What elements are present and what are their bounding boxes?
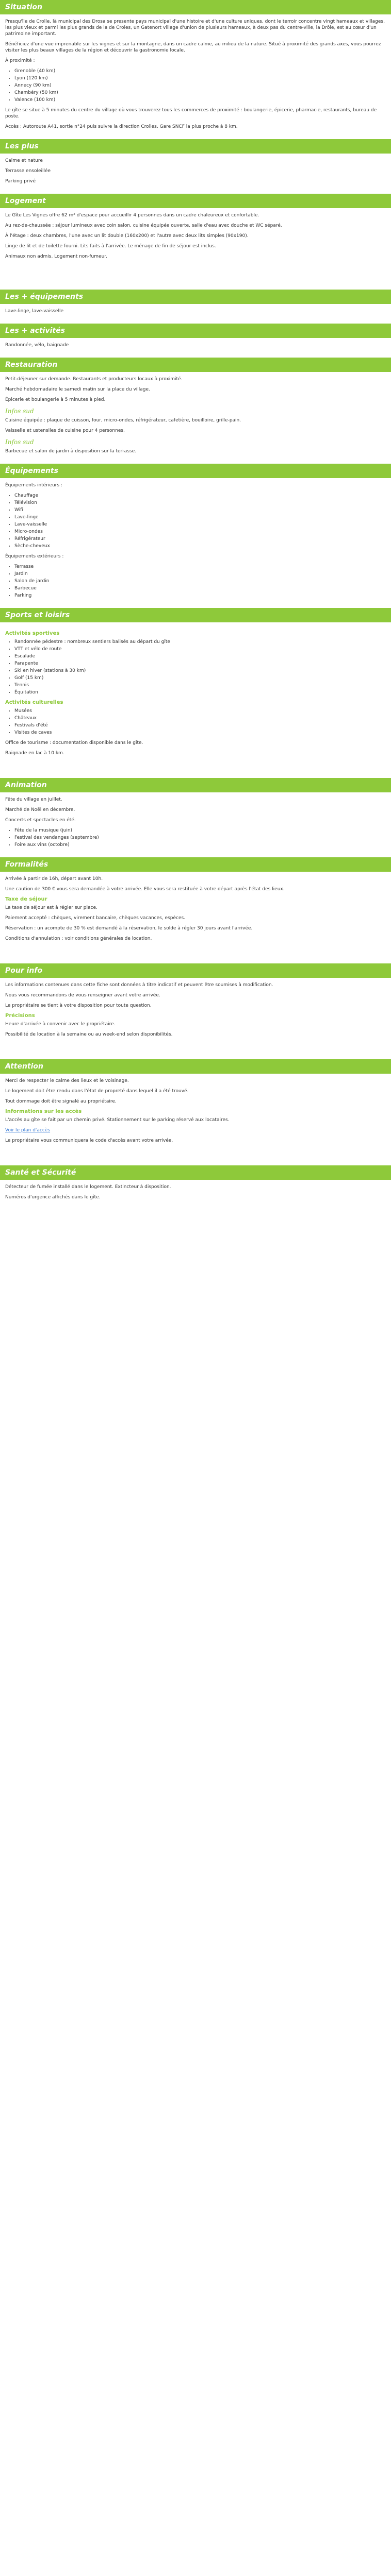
paragraph: À proximité : — [5, 58, 35, 63]
section-title-attention: Attention — [0, 1059, 391, 1074]
paragraph: Presqu'île de Crolle, là municipal des Drosa se presente pays municipal d'une histoire et d'une culture uniques, dont le terroir concentre vingt hameaux et villages, les plus vieux et parmi les plus grands de la de Croles, un Gatenort village d'union de plusieurs hameaux, à deux pas du centre-ville, la Drôle, est au cœur d'un patrimoine important. — [5, 19, 385, 37]
subheading: Taxe de séjour — [5, 896, 47, 902]
list-item: • Lave-vaisselle — [14, 521, 386, 528]
subheading: Infos sud — [5, 438, 34, 446]
subheading: Informations sur les accès — [5, 1109, 82, 1114]
section-title-formalites: Formalités — [0, 857, 391, 872]
list-item: • Terrasse — [14, 564, 386, 570]
culture-list — [5, 708, 386, 736]
list-item: Terrasse ensoleillée — [5, 168, 51, 174]
section-body-restauration — [0, 372, 391, 464]
list-item: Parking privé — [5, 179, 36, 184]
subheading: Activités sportives — [5, 631, 60, 636]
section-body-formalites — [0, 872, 391, 963]
paragraph: Au rez-de-chaussée : séjour lumineux avec coin salon, cuisine équipée ouverte, salle d'eau avec douche et WC séparé. — [5, 223, 282, 228]
paragraph: Baignade en lac à 10 km. — [5, 751, 64, 756]
section-body-equipements — [0, 304, 391, 324]
paragraph: Accès : Autoroute A41, sortie n°24 puis suivre la direction Crolles. Gare SNCF la plus proche à 8 km. — [5, 124, 238, 129]
sports-list — [5, 639, 386, 696]
paragraph: Fête du village en juillet. — [5, 797, 62, 802]
section-title-situation: Situation — [0, 0, 391, 14]
paragraph: Le propriétaire se tient à votre disposition pour toute question. — [5, 1003, 152, 1008]
paragraph: Concerts et spectacles en été. — [5, 818, 76, 823]
list-item: Calme et nature — [5, 158, 43, 163]
section-body-plus — [0, 154, 391, 194]
section-body-pourinfo — [0, 978, 391, 1059]
paragraph: Le logement doit être rendu dans l'état de propreté dans lequel il a été trouvé. — [5, 1089, 189, 1094]
list-item: • Visites de caves — [14, 730, 386, 736]
access-map-link[interactable]: Voir le plan d'accès — [5, 1128, 51, 1133]
paragraph: Petit-déjeuner sur demande. Restaurants et producteurs locaux à proximité. — [5, 377, 183, 382]
section-title-pourinfo: Pour info — [0, 963, 391, 978]
paragraph: Randonnée, vélo, baignade — [5, 343, 69, 348]
paragraph: Marché de Noël en décembre. — [5, 807, 75, 812]
paragraph: Heure d'arrivée à convenir avec le propriétaire. — [5, 1022, 116, 1027]
section-body-attention — [0, 1074, 391, 1165]
indoor-equipment-list — [5, 493, 386, 549]
paragraph: L'accès au gîte se fait par un chemin privé. Stationnement sur le parking réservé aux locataires. — [5, 1117, 230, 1123]
section-title-restauration: Restauration — [0, 358, 391, 372]
paragraph: Les informations contenues dans cette fiche sont données à titre indicatif et peuvent être soumises à modification. — [5, 982, 273, 988]
list-item: • Golf (15 km) — [14, 675, 386, 681]
section-body-equipements-detail — [0, 478, 391, 608]
list-item: • Salon de jardin — [14, 578, 386, 584]
list-item: • Parapente — [14, 660, 386, 667]
paragraph: Office de tourisme : documentation disponible dans le gîte. — [5, 740, 143, 745]
list-item: • Réfrigérateur — [14, 536, 386, 542]
list-item: • Sèche-cheveux — [14, 543, 386, 549]
paragraph: Réservation : un acompte de 30 % est demandé à la réservation, le solde à régler 30 jours avant l'arrivée. — [5, 926, 253, 931]
section-body-activites — [0, 338, 391, 358]
list-item: • Festival des vendanges (septembre) — [14, 835, 386, 841]
list-item: • Chauffage — [14, 493, 386, 499]
paragraph: Tout dommage doit être signalé au propriétaire. — [5, 1099, 117, 1104]
list-item: • Fête de la musique (juin) — [14, 827, 386, 834]
subheading: Infos sud — [5, 408, 34, 415]
paragraph: Détecteur de fumée installé dans le logement. Extincteur à disposition. — [5, 1184, 171, 1190]
paragraph: Nous vous recommandons de vous renseigner avant votre arrivée. — [5, 993, 160, 998]
events-list — [5, 827, 386, 848]
paragraph: À l'étage : deux chambres, l'une avec un lit double (160x200) et l'autre avec deux lits simples (90x190). — [5, 233, 249, 239]
section-title-activites: Les + activités — [0, 324, 391, 338]
subheading: Activités culturelles — [5, 700, 63, 705]
paragraph: Le Gîte Les Vignes offre 62 m² d'espace pour accueillir 4 personnes dans un cadre chaleureux et confortable. — [5, 213, 259, 218]
paragraph: Équipements extérieurs : — [5, 554, 64, 559]
list-item: • Foire aux vins (octobre) — [14, 842, 386, 848]
section-title-sante: Santé et Sécurité — [0, 1165, 391, 1180]
section-body-sports — [0, 622, 391, 778]
list-item: • Jardin — [14, 571, 386, 577]
list-item: • Festivals d'été — [14, 722, 386, 728]
list-item: • Télévision — [14, 500, 386, 506]
subheading: Précisions — [5, 1013, 35, 1019]
paragraph: Barbecue et salon de jardin à disposition sur la terrasse. — [5, 449, 137, 454]
paragraph: Bénéficiez d'une vue imprenable sur les vignes et sur la montagne, dans un cadre calme, au milieu de la nature. Situé à proximité des grands axes, vous pourrez visiter les plus beaux villages de la région et découvrir la gastronomie locale. — [5, 42, 381, 53]
paragraph: Le gîte se situe à 5 minutes du centre du village où vous trouverez tous les commerces de proximité : boulangerie, épicerie, pharmacie, restaurants, bureau de poste. — [5, 108, 377, 119]
section-title-logement: Logement — [0, 194, 391, 208]
list-item: • Valence (100 km) — [14, 97, 386, 103]
list-item: • Barbecue — [14, 585, 386, 591]
paragraph: Équipements intérieurs : — [5, 483, 62, 488]
nearby-list — [5, 68, 386, 103]
section-body-situation — [0, 14, 391, 139]
page — [0, 0, 391, 1210]
paragraph: Épicerie et boulangerie à 5 minutes à pied. — [5, 397, 106, 402]
section-body-sante — [0, 1180, 391, 1210]
paragraph: Arrivée à partir de 16h, départ avant 10h. — [5, 876, 103, 882]
section-body-animation — [0, 792, 391, 857]
paragraph: Merci de respecter le calme des lieux et le voisinage. — [5, 1078, 129, 1083]
paragraph: Animaux non admis. Logement non-fumeur. — [5, 254, 108, 259]
list-item: • Lyon (120 km) — [14, 75, 386, 81]
section-body-logement — [0, 208, 391, 290]
paragraph: Vaisselle et ustensiles de cuisine pour 4 personnes. — [5, 428, 125, 433]
list-item: • Lave-linge — [14, 514, 386, 520]
paragraph: Une caution de 300 € vous sera demandée à votre arrivée. Elle vous sera restituée à votre départ après l'état des lieux. — [5, 887, 285, 892]
list-item: • Châteaux — [14, 715, 386, 721]
paragraph: Le propriétaire vous communiquera le code d'accès avant votre arrivée. — [5, 1138, 173, 1143]
paragraph: Marché hebdomadaire le samedi matin sur la place du village. — [5, 387, 150, 392]
section-title-equipements-detail: Équipements — [0, 464, 391, 478]
paragraph: La taxe de séjour est à régler sur place. — [5, 905, 97, 910]
section-title-animation: Animation — [0, 778, 391, 792]
list-item: • Grenoble (40 km) — [14, 68, 386, 74]
list-item: • Tennis — [14, 682, 386, 688]
list-item: • Équitation — [14, 689, 386, 696]
list-item: • Escalade — [14, 653, 386, 659]
section-title-equipements: Les + équipements — [0, 290, 391, 304]
section-title-plus: Les plus — [0, 139, 391, 154]
list-item: • Musées — [14, 708, 386, 714]
paragraph: Numéros d'urgence affichés dans le gîte. — [5, 1195, 101, 1200]
paragraph: Cuisine équipée : plaque de cuisson, four, micro-ondes, réfrigérateur, cafetière, bouilloire, grille-pain. — [5, 418, 241, 423]
paragraph: Linge de lit et de toilette fourni. Lits faits à l'arrivée. Le ménage de fin de séjour est inclus. — [5, 244, 216, 249]
list-item: • Randonnée pédestre : nombreux sentiers balisés au départ du gîte — [14, 639, 386, 645]
list-item: • Micro-ondes — [14, 529, 386, 535]
list-item: • Ski en hiver (stations à 30 km) — [14, 668, 386, 674]
list-item: • Wifi — [14, 507, 386, 513]
paragraph: Lave-linge, lave-vaisselle — [5, 309, 63, 314]
list-item: • Chambéry (50 km) — [14, 90, 386, 96]
list-item: • Parking — [14, 592, 386, 599]
list-item: • Annecy (90 km) — [14, 82, 386, 89]
paragraph: Conditions d'annulation : voir conditions générales de location. — [5, 936, 152, 941]
section-title-sports: Sports et loisirs — [0, 608, 391, 622]
outdoor-equipment-list — [5, 564, 386, 599]
paragraph: Paiement accepté : chèques, virement bancaire, chèques vacances, espèces. — [5, 916, 186, 921]
paragraph: Possibilité de location à la semaine ou au week-end selon disponibilités. — [5, 1032, 173, 1037]
list-item: • VTT et vélo de route — [14, 646, 386, 652]
